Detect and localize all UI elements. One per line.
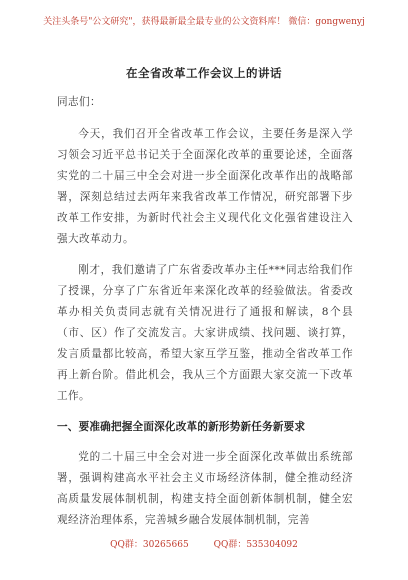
footer-qq-group-2: QQ群：535304092 (213, 540, 298, 550)
section-heading-1: 一、要准确把握全面深化改革的新形势新任务新要求 (57, 421, 306, 433)
header-banner: 关注头条号"公文研究"，获得最新最全最专业的公文资料库！ 微信：gongwenyj (43, 17, 365, 27)
document-title: 在全省改革工作会议上的讲话 (126, 66, 282, 80)
footer-qq-group-1: QQ群：30265665 (110, 540, 189, 550)
document-body (57, 92, 353, 541)
paragraph-2: 刚才，我们邀请了广东省委改革办主任***同志给我们作了授课，分享了广东省近年来深化改革的经验做法。省委改革办相关负责同志就有关情况进行了通报和解读，8个县（市、区）作了交流发言。大家讲成绩、找问题、谈打算，发言质量都比较高，希望大家互学互鉴，推动全省改革工作再上新台阶。借此机会，我从三个方面跟大家交流一下改革工作。 (57, 264, 353, 402)
section-1-paragraph: 党的二十届三中全会对进一步全面深化改革做出系统部署，强调构建高水平社会主义市场经济体制，健全推动经济高质量发展体制机制，构建支持全面创新体制机制，健全宏观经济治理体系，完善城乡融合发展体制机制，完善 (57, 451, 353, 526)
paragraph-1: 今天，我们召开全省改革工作会议，主要任务是深入学习领会习近平总书记关于全面深化改革的重要论述，全面落实党的二十届三中全会对进一步全面深化改革作出的战略部署，深刻总结过去两年来我省改革工作情况，研究部署下步改革工作安排，为新时代社会主义现代化文化强省建设注入强大改革动力。 (57, 128, 353, 245)
footer-contact (0, 537, 408, 550)
salutation: 同志们： (57, 96, 101, 108)
